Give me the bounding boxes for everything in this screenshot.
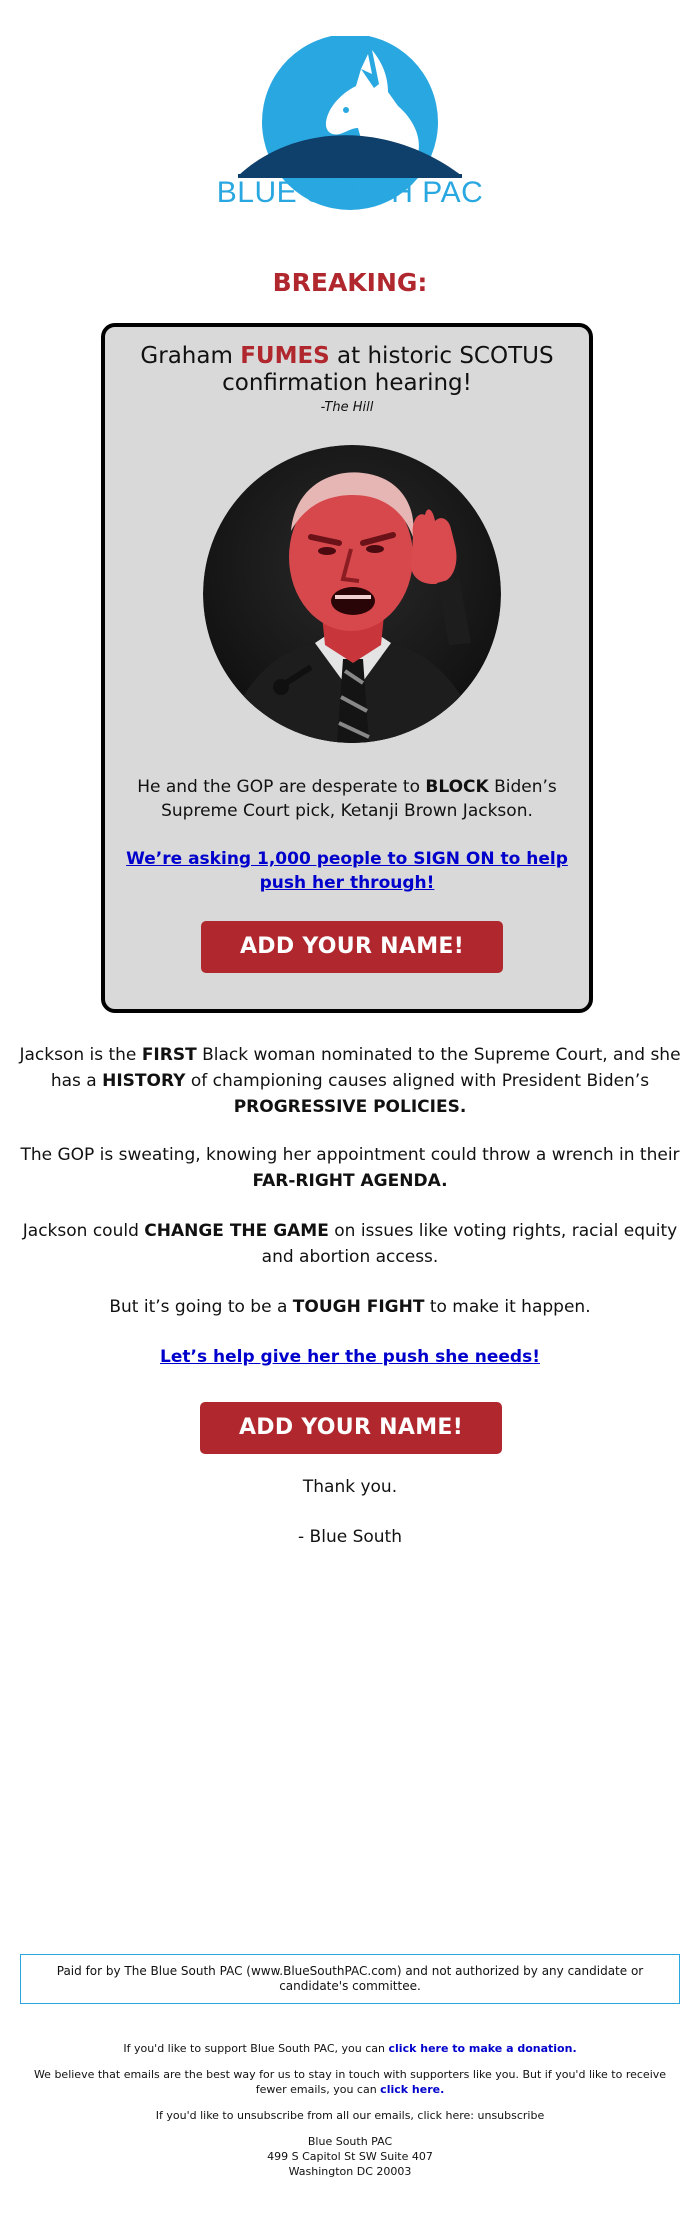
fewer-emails-link[interactable]: click here. <box>380 2083 445 2096</box>
p1-bold-history: HISTORY <box>102 1071 186 1091</box>
p1-text-a: Jackson is the <box>19 1045 142 1065</box>
add-your-name-button-2[interactable]: ADD YOUR NAME! <box>200 1402 502 1454</box>
p3-bold-change: CHANGE THE GAME <box>144 1221 329 1241</box>
p4-text-a: But it’s going to be a <box>109 1297 293 1317</box>
p1-text-e: of championing causes aligned with President Biden’s <box>185 1071 650 1091</box>
card-headline <box>105 343 589 397</box>
push-she-needs-link[interactable]: Let’s help give her the push she needs! <box>160 1347 540 1367</box>
fewer-emails-text: We believe that emails are the best way for us to stay in touch with supporters like you. But if you'd like to receive fewer emails, you can <box>33 2068 667 2096</box>
card-body-post: Biden’s Supreme Court pick, Ketanji Brown Jackson. <box>161 777 557 821</box>
thank-you-text: Thank you. <box>302 1477 398 1497</box>
lindsey-graham-photo-icon[interactable] <box>203 445 501 743</box>
brand-wordmark: BLUE SOUTH PAC <box>216 176 484 209</box>
add-your-name-button[interactable]: ADD YOUR NAME! <box>201 921 503 973</box>
donate-link[interactable]: click here to make a donation. <box>388 2042 577 2055</box>
p4-text-c: to make it happen. <box>424 1297 591 1317</box>
donate-line <box>20 2041 680 2056</box>
headline-source: -The Hill <box>320 400 374 415</box>
p3-text-c: on issues like voting rights, racial equity and abortion access. <box>261 1221 678 1267</box>
headline-card <box>101 323 593 1013</box>
p1-bold-first: FIRST <box>141 1045 197 1065</box>
address-line-2: 499 S Capitol St SW Suite 407 <box>267 2150 433 2163</box>
p1-text-c: Black woman nominated to the Supreme Court, and she has a <box>50 1045 681 1091</box>
paid-for-disclaimer: Paid for by The Blue South PAC (www.BlueSouthPAC.com) and not authorized by any candidate or candidate's committee. <box>20 1954 680 2004</box>
breaking-heading: BREAKING: <box>272 268 428 297</box>
card-body-text <box>125 775 569 823</box>
p1-bold-policies: PROGRESSIVE POLICIES. <box>233 1097 467 1117</box>
card-body-pre: He and the GOP are desperate to <box>137 777 426 797</box>
signature: - Blue South <box>298 1527 402 1547</box>
paragraph-first-black-woman <box>14 1042 686 1120</box>
headline-text-pre: Graham <box>140 343 241 369</box>
p2-bold-agenda: FAR-RIGHT AGENDA. <box>252 1171 448 1191</box>
p3-text-a: Jackson could <box>22 1221 145 1241</box>
paragraph-gop-sweating <box>14 1142 686 1194</box>
mailing-address <box>20 2134 680 2179</box>
paragraph-tough-fight <box>14 1294 686 1320</box>
card-body-bold: BLOCK <box>425 777 489 797</box>
sign-on-link[interactable]: We’re asking 1,000 people to SIGN ON to help push her through! <box>126 849 568 893</box>
headline-emphasis: FUMES <box>240 343 330 369</box>
paragraph-change-the-game <box>14 1218 686 1270</box>
unsubscribe-line[interactable]: If you'd like to unsubscribe from all our emails, click here: unsubscribe <box>155 2109 545 2122</box>
fewer-emails-line <box>20 2067 680 2097</box>
p4-bold-tough: TOUGH FIGHT <box>292 1297 425 1317</box>
address-line-3: Washington DC 20003 <box>288 2165 412 2178</box>
p2-text-a: The GOP is sweating, knowing her appointment could throw a wrench in their <box>20 1145 680 1165</box>
headline-text-post: at historic SCOTUS confirmation hearing! <box>222 343 554 396</box>
donate-text: If you'd like to support Blue South PAC, you can <box>123 2042 389 2055</box>
address-line-1: Blue South PAC <box>307 2135 393 2148</box>
